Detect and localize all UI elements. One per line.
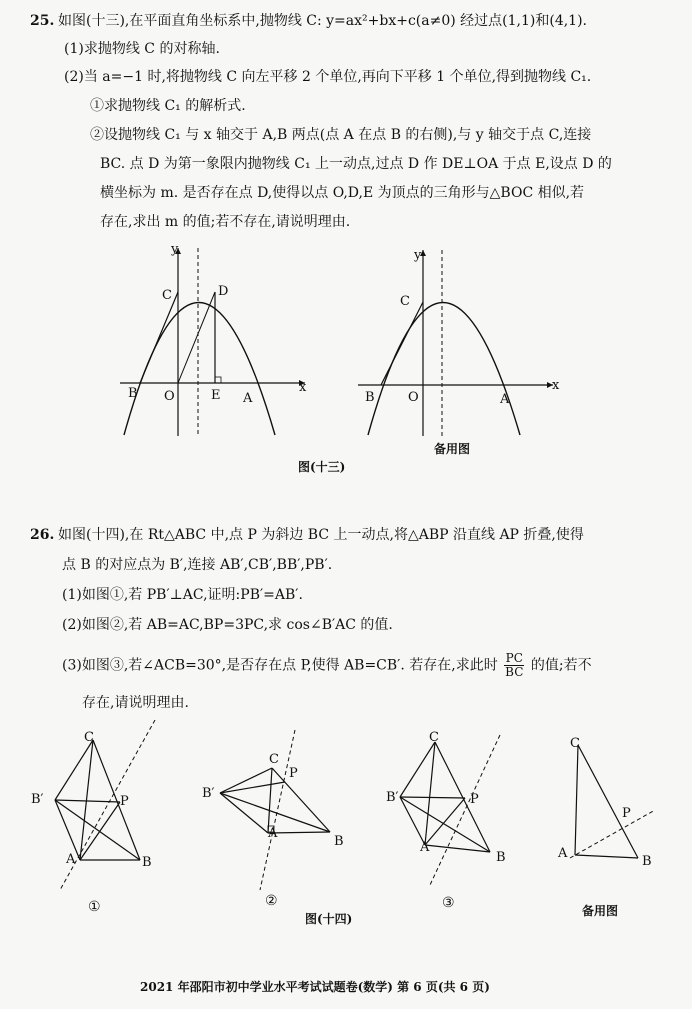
- q26-figure-caption: 图(十四): [305, 912, 353, 926]
- q25-stem: 如图(十三),在平面直角坐标系中,抛物线 C: y=ax²+bx+c(a≠0) 经过点(1,1)和(4,1).: [58, 13, 587, 29]
- q25-main-y-label: y: [171, 242, 179, 257]
- q25-spare-O-label: O: [408, 390, 419, 405]
- q26-f1-C-label: C: [84, 730, 94, 745]
- q26-part1: (1)如图①,若 PB′⊥AC,证明:PB′=AB′.: [62, 587, 303, 603]
- q25-part1: (1)求抛物线 C 的对称轴.: [64, 41, 220, 57]
- q26-part3: [62, 652, 592, 679]
- q26-spare-C-label: C: [570, 736, 580, 751]
- q26-figure-1: [30, 720, 190, 895]
- q26-part3-text-b: 的值;若不: [530, 657, 592, 674]
- q26-part3-line2: 存在,请说明理由.: [82, 695, 189, 711]
- q25-part2: (2)当 a=−1 时,将抛物线 C 向左平移 2 个单位,再向下平移 1 个单位,得到抛物线 C₁.: [64, 69, 592, 85]
- q25-figure-main: [110, 240, 310, 440]
- q26-f3-Bp-label: B′: [386, 790, 399, 805]
- q25-number: 25.: [30, 13, 55, 29]
- q26-f2-B-label: B: [334, 834, 344, 849]
- q25-sub2-line2: BC. 点 D 为第一象限内抛物线 C₁ 上一动点,过点 D 作 DE⊥OA 于点 E,设点 D 的: [100, 156, 612, 172]
- q25-sub2-line4: 存在,求出 m 的值;若不存在,请说明理由.: [100, 214, 351, 230]
- q26-f3-B-label: B: [496, 850, 506, 865]
- q25-main-B-label: B: [128, 386, 138, 401]
- q26-part2: (2)如图②,若 AB=AC,BP=3PC,求 cos∠B′AC 的值.: [62, 617, 393, 633]
- q26-spare-caption: 备用图: [582, 904, 619, 918]
- q26-figure-2: [200, 720, 350, 895]
- q26-figure-1-mark: ①: [88, 899, 101, 915]
- q26-f1-B-label: B: [142, 855, 152, 870]
- q25-sub2-line3: 横坐标为 m. 是否存在点 D,使得以点 O,D,E 为顶点的三角形与△BOC 相似,若: [100, 185, 585, 201]
- q26-f2-P-label: P: [289, 766, 298, 781]
- q25-main-O-label: O: [164, 389, 175, 404]
- q25-main-E-label: E: [211, 388, 221, 403]
- q25-spare-B-label: B: [365, 390, 375, 405]
- q26-f3-P-label: P: [470, 792, 479, 807]
- q25-sub2-line1: ②设抛物线 C₁ 与 x 轴交于 A,B 两点(点 A 在点 B 的右侧),与 y 轴交于点 C,连接: [90, 127, 592, 143]
- q26-f1-Bp-label: B′: [31, 792, 44, 807]
- q26-f2-A-label: A: [268, 826, 278, 841]
- q25-main-D-label: D: [218, 284, 229, 299]
- q25-spare-x-label: x: [552, 378, 560, 393]
- q25-sub1: ①求抛物线 C₁ 的解析式.: [90, 98, 246, 114]
- page-footer: 2021 年邵阳市初中学业水平考试试题卷(数学) 第 6 页(共 6 页): [140, 980, 490, 994]
- q25-figure-caption: 图(十三): [298, 460, 346, 474]
- q25-spare-C-label: C: [400, 294, 410, 309]
- q26-f1-P-label: P: [120, 794, 129, 809]
- q26-spare-P-label: P: [622, 806, 631, 821]
- q25-spare-caption: 备用图: [434, 442, 471, 456]
- q26-f1-A-label: A: [66, 852, 76, 867]
- q26-number: 26.: [30, 527, 55, 543]
- q26-f3-A-label: A: [420, 840, 430, 855]
- q25-main-C-label: C: [162, 288, 172, 303]
- q25-main-x-label: x: [299, 380, 307, 395]
- q26-stem-line2: 点 B 的对应点为 B′,连接 AB′,CB′,BB′,PB′.: [62, 557, 333, 573]
- q25-main-A-label: A: [243, 391, 253, 406]
- q26-figure-3-mark: ③: [442, 895, 455, 911]
- q26-f2-Bp-label: B′: [202, 786, 215, 801]
- fraction-denominator: BC: [505, 665, 524, 679]
- fraction-numerator: PC: [505, 651, 523, 665]
- q26-part3-text-a: (3)如图③,若∠ACB=30°,是否存在点 P,使得 AB=CB′. 若存在,求此时: [62, 657, 498, 674]
- q26-f3-C-label: C: [429, 730, 439, 745]
- q26-spare-A-label: A: [558, 846, 568, 861]
- q26-figure-3: [380, 720, 530, 895]
- q26-part3-fraction: [504, 652, 524, 679]
- q25-figure-spare: [358, 240, 563, 440]
- q26-stem-line1: 如图(十四),在 Rt△ABC 中,点 P 为斜边 BC 上一动点,将△ABP 沿直线 AP 折叠,使得: [58, 527, 584, 543]
- q26-figure-2-mark: ②: [265, 893, 278, 909]
- q25-spare-y-label: y: [414, 248, 422, 263]
- q26-spare-B-label: B: [642, 854, 652, 869]
- q25-spare-A-label: A: [500, 392, 510, 407]
- q26-f2-C-label: C: [269, 752, 279, 767]
